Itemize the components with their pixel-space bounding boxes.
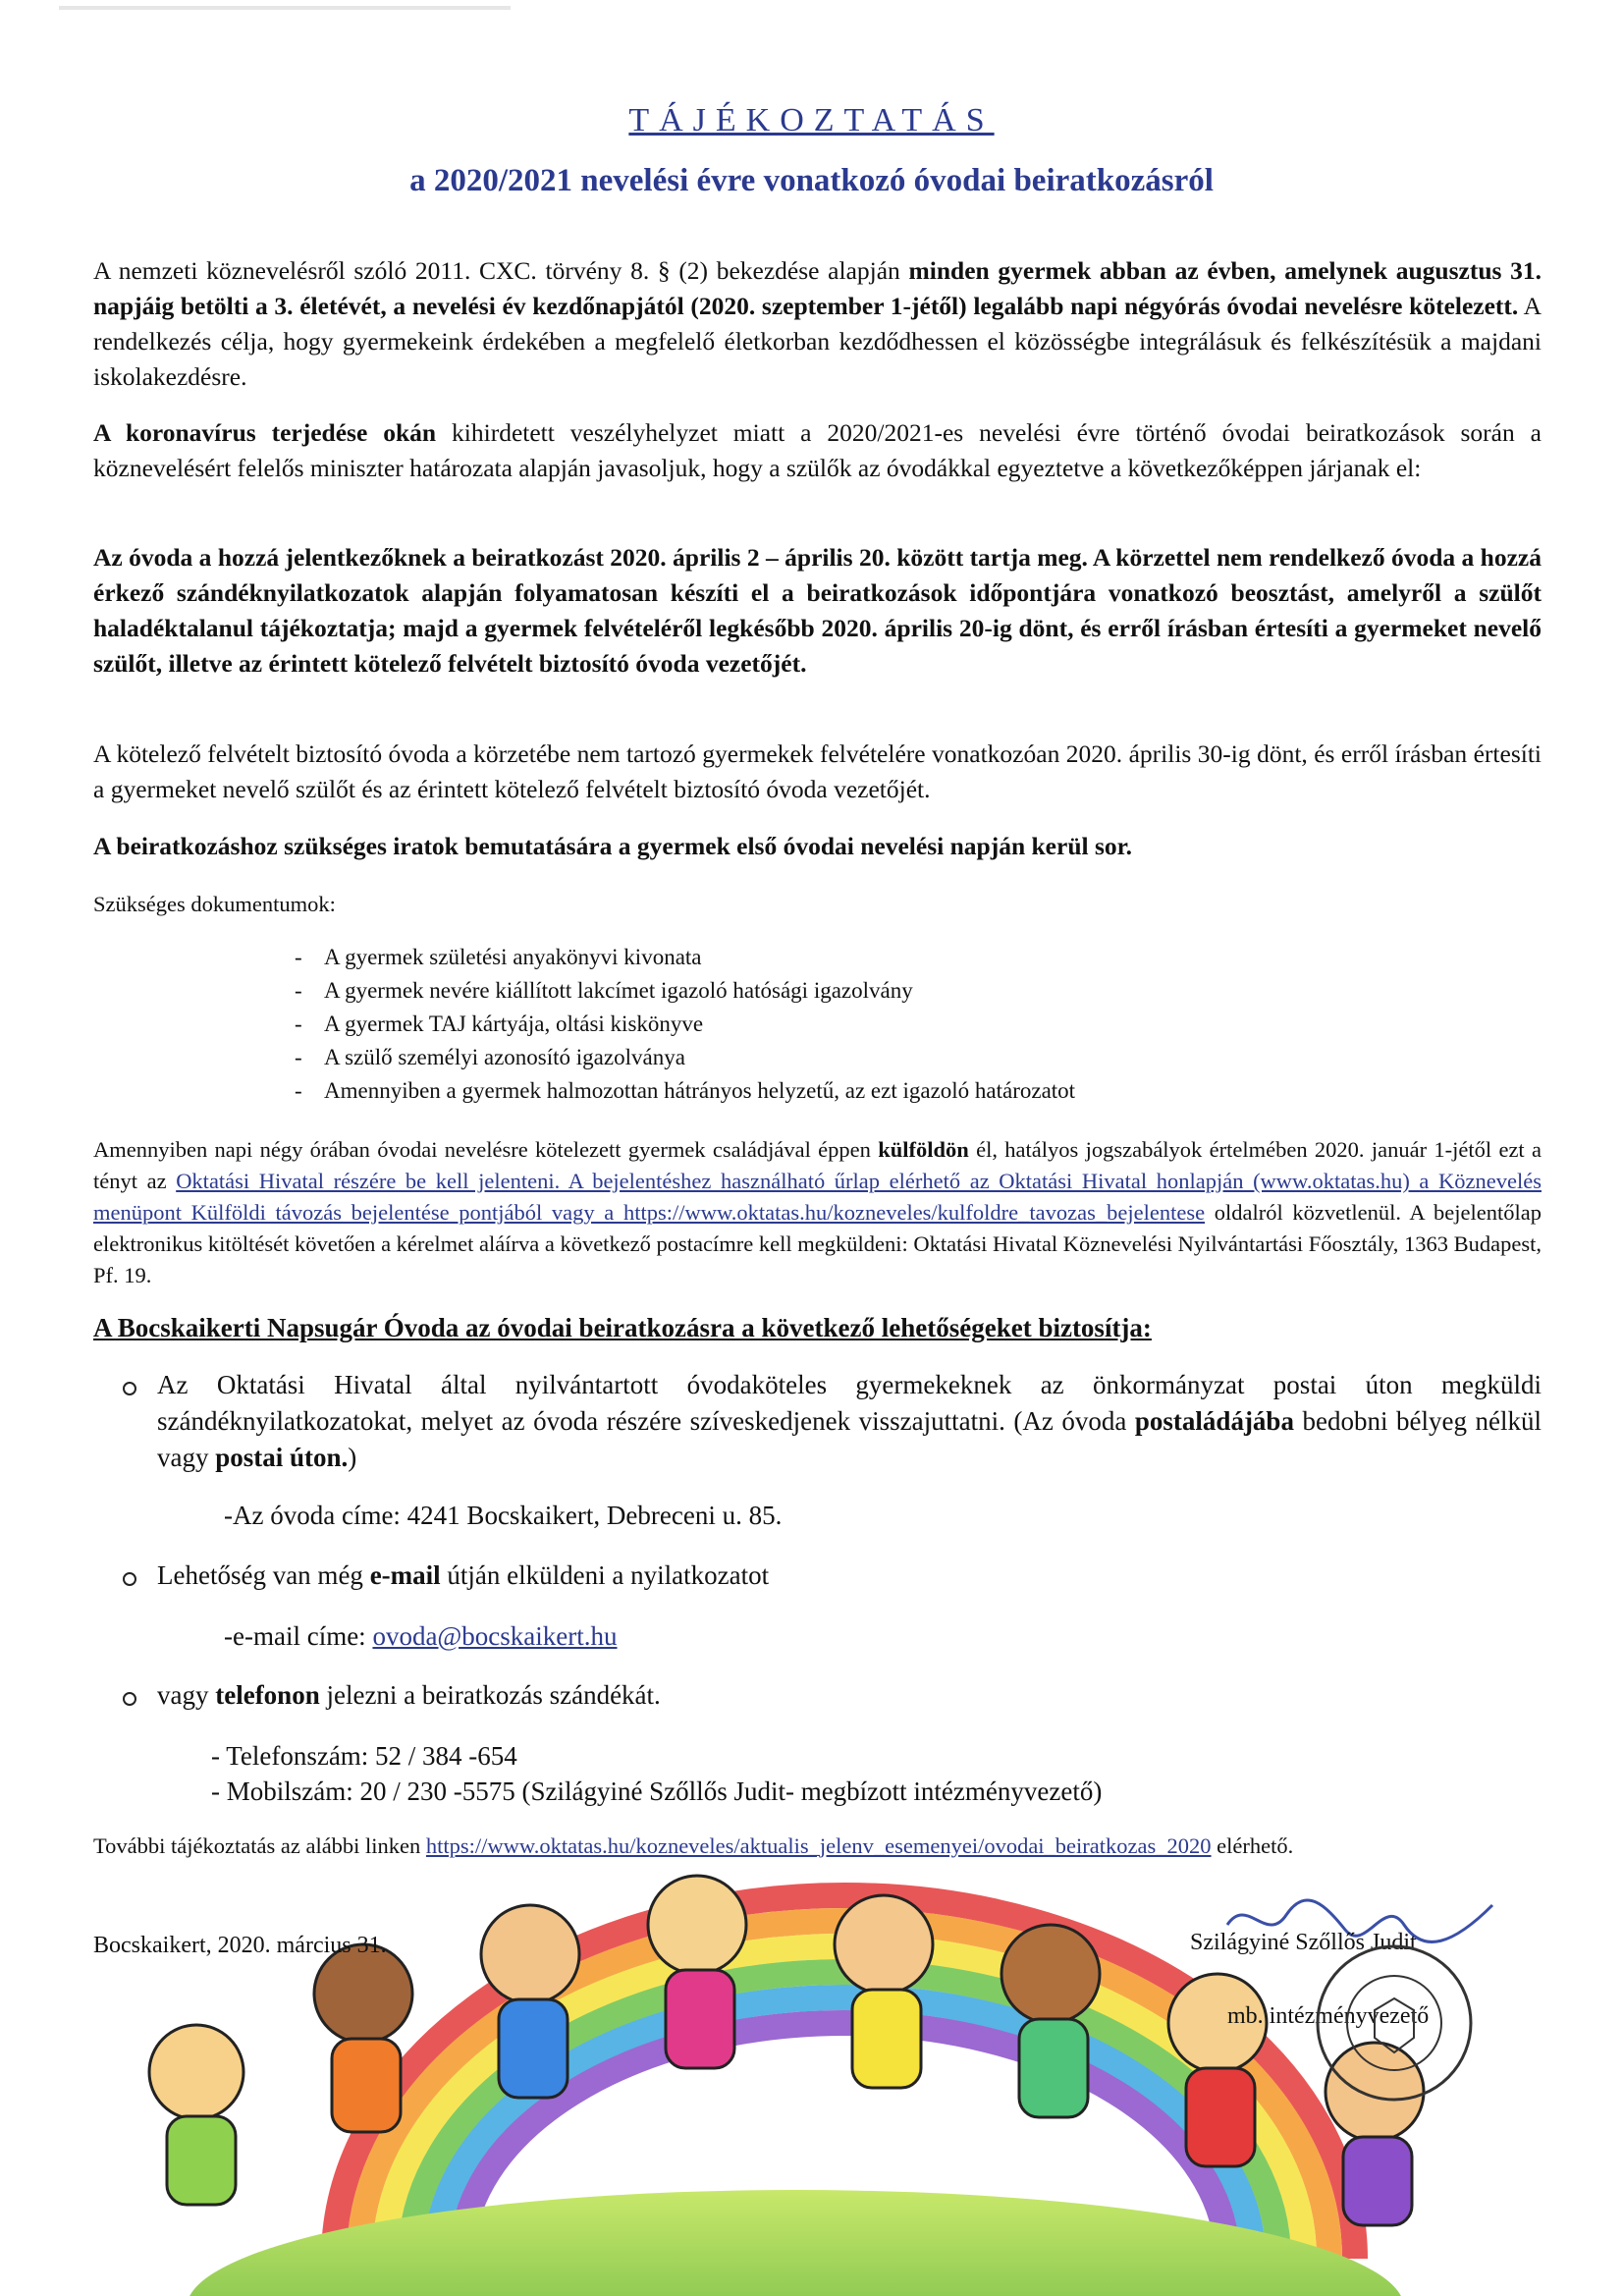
bullet-icon: [123, 1382, 136, 1395]
list-item: - A gyermek TAJ kártyája, oltási kiskönyve: [295, 1008, 1075, 1041]
option-email: Lehetőség van még e-mail útján elküldeni a nyilatkozatot: [123, 1558, 1542, 1594]
list-item: - A gyermek születési anyakönyvi kivonata: [295, 941, 1075, 974]
abroad-paragraph: Amennyiben napi négy órában óvodai nevelésre kötelezett gyermek családjával éppen külföldön él, hatályos jogszabályok értelmében 2020. január 1-jétől ezt a tényt az Oktatási Hivatal részére be kell jelenteni. A bejelentéshez használható űrlap elérhető az Oktatási Hivatal honlapján (www.oktatas.hu) a Köznevelés menüpont Külföldi távozás bejelentése pontjából vagy a https://www.oktatas.hu/kozneveles/kulfoldre_tavozas_bejelentese oldalról közvetlenül. A bejelentőlap elektronikus kitöltését követően a kérelmet aláírva a következő postacímre kell megküldeni: Oktatási Hivatal Köznevelési Nyilvántartási Főosztály, 1363 Budapest, Pf. 19.: [93, 1137, 1542, 1287]
email-link[interactable]: ovoda@bocskaikert.hu: [372, 1621, 618, 1651]
coronavirus-paragraph: A koronavírus terjedése okán kihirdetett veszélyhelyzet miatt a 2020/2021-es nevelési évre történő óvodai beiratkozások során a köznevelésért felelős miniszter határozata alapján javasoljuk, hogy a szülők az óvodákkal egyeztetve a következőképpen járjanak el:: [93, 418, 1542, 482]
mobile-number: - Mobilszám: 20 / 230 -5575 (Szilágyiné Szőllős Judit- megbízott intézményvezető): [211, 1777, 1103, 1806]
official-stamp: [1311, 1940, 1478, 2106]
bullet-icon: [123, 1692, 136, 1706]
list-item: - A szülő személyi azonosító igazolványa: [295, 1041, 1075, 1074]
documents-list: [295, 941, 1075, 1108]
options-heading: A Bocskaikerti Napsugár Óvoda az óvodai beiratkozásra a következő lehetőségeket biztosítja:: [93, 1313, 1152, 1342]
documents-label: Szükséges dokumentumok:: [93, 892, 336, 916]
enrollment-period-paragraph: Az óvoda a hozzá jelentkezőknek a beiratkozást 2020. április 2 – április 20. között tartja meg. A körzettel nem rendelkező óvoda a hozzá érkező szándéknyilatkozatok alapján folyamatosan készíti el a beiratkozások időpontjára vonatkozó beosztást, amelyről a szülőt haladéktalanul tájékoztatja; majd a gyermek felvételéről legkésőbb 2020. április 20-ig dönt, és erről írásban értesíti a gyermeket nevelő szülőt, illetve az érintett kötelező felvételt biztosító óvoda vezetőjét.: [93, 543, 1542, 678]
page-title: TÁJÉKOZTATÁS: [628, 102, 995, 138]
option-phone: vagy telefonon jelezni a beiratkozás szándékát.: [123, 1677, 1542, 1714]
option-post: Az Oktatási Hivatal által nyilvántartott óvodaköteles gyermekeknek az önkormányzat postai úton megküldi szándéknyilatkozatokat, melyet az óvoda részére szíveskedjenek visszajuttatni. (Az óvoda postaládájába bedobni bélyeg nélkül vagy postai úton.): [123, 1367, 1542, 1476]
documents-notice: A beiratkozáshoz szükséges iratok bemutatására a gyermek első óvodai nevelési napján kerül sor.: [93, 832, 1132, 860]
more-info-line: További tájékoztatás az alábbi linken https://www.oktatas.hu/kozneveles/aktualis_jelenv_esemenyei/ovodai_beiratkozas_2020 elérhető.: [93, 1833, 1294, 1858]
page-subtitle: a 2020/2021 nevelési évre vonatkozó óvodai beiratkozásról: [409, 163, 1214, 198]
email-line: -e-mail címe: ovoda@bocskaikert.hu: [224, 1621, 618, 1651]
oktatas-link[interactable]: Oktatási Hivatal részére be kell jelenteni. A bejelentéshez használható űrlap elérhető az Oktatási Hivatal honlapján (www.oktatas.hu) a Köznevelés menüpont Külföldi távozás bejelentése pontjából vagy a https://www.oktatas.hu/kozneveles/kulfoldre_tavozas_bejelentese: [93, 1169, 1542, 1225]
phone-number: - Telefonszám: 52 / 384 -654: [211, 1741, 517, 1771]
place-date: Bocskaikert, 2020. március 31.: [93, 1933, 387, 1958]
list-item: - Amennyiben a gyermek halmozottan hátrányos helyzetű, az ezt igazoló határozatot: [295, 1074, 1075, 1108]
scan-artifact: [59, 2, 511, 16]
mandatory-admission-paragraph: A kötelező felvételt biztosító óvoda a körzetébe nem tartozó gyermekek felvételére vonatkozóan 2020. április 30-ig dönt, és erről írásban értesíti a gyermeket nevelő szülőt és az érintett kötelező felvételt biztosító óvoda vezetőjét.: [93, 739, 1542, 803]
signer-role: mb. intézményvezető: [1227, 2003, 1430, 2029]
intro-paragraph: A nemzeti köznevelésről szóló 2011. CXC. törvény 8. § (2) bekezdése alapján minden gyermek abban az évben, amelynek augusztus 31. napjáig betölti a 3. életévét, a nevelési év kezdőnapjától (2020. szeptember 1-jétől) legalább napi négyórás óvodai nevelésre kötelezett. A rendelkezés célja, hogy gyermekeink érdekében a megfelelő életkorban kezdődhessen el közösségbe integrálásuk és felkészítésük a majdani iskolakezdésre.: [93, 256, 1542, 391]
list-item: - A gyermek nevére kiállított lakcímet igazoló hatósági igazolvány: [295, 974, 1075, 1008]
signer-name: Szilágyiné Szőllős Judit: [1190, 1930, 1417, 1955]
bullet-icon: [123, 1572, 136, 1586]
kindergarten-address: -Az óvoda címe: 4241 Bocskaikert, Debreceni u. 85.: [224, 1501, 783, 1530]
more-info-link[interactable]: https://www.oktatas.hu/kozneveles/aktualis_jelenv_esemenyei/ovodai_beiratkozas_2020: [425, 1833, 1212, 1858]
